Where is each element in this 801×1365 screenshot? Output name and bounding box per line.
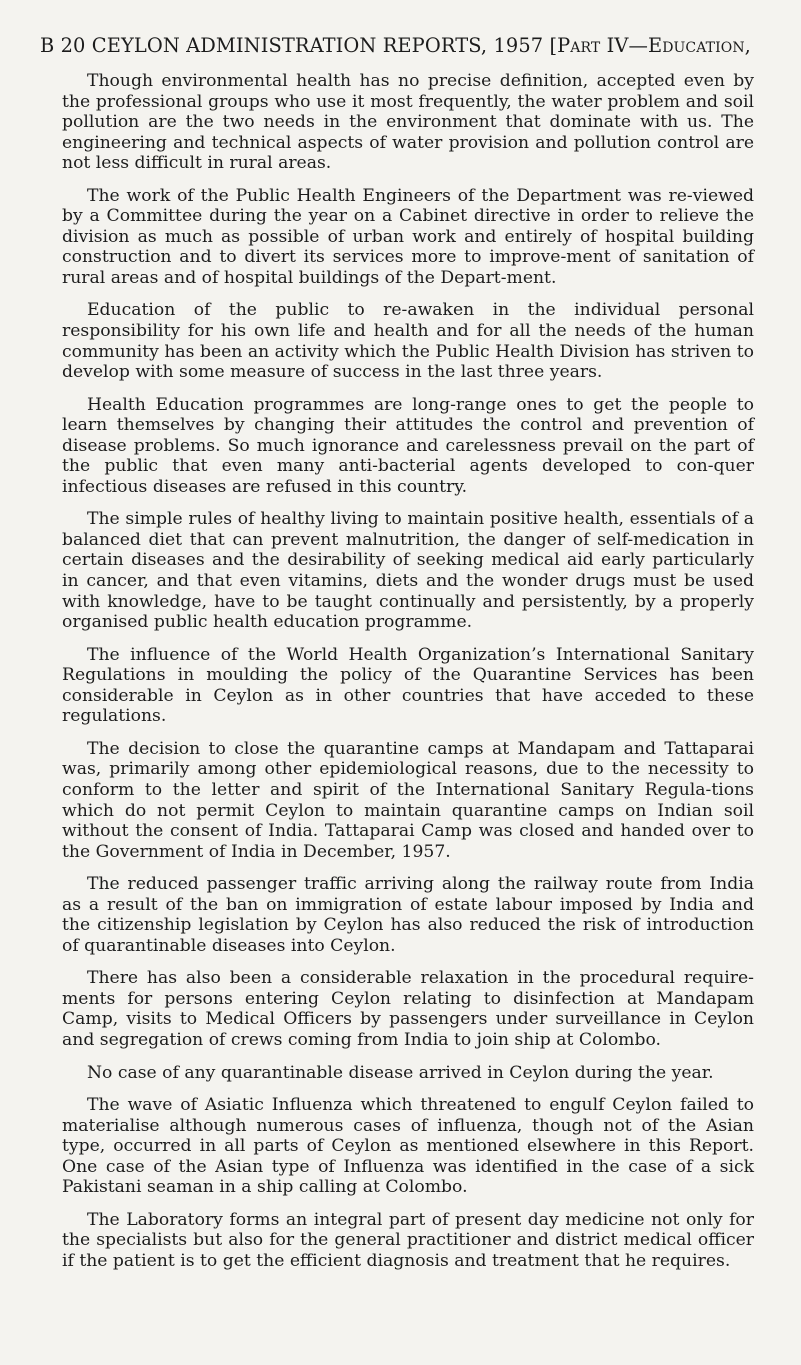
running-header: [40, 34, 780, 57]
paragraph-no-quarantinable-case: No case of any quarantinable disease arrived in Ceylon during the year.: [87, 1062, 714, 1083]
paragraph-laboratory: The Laboratory forms an integral part of present day medicine not only for the specialists but also for the general practitioner and district medical officer if the patient is to get the efficient diagnosis and treatment that he requires.: [62, 1209, 754, 1271]
paragraph-who-regulations: The influence of the World Health Organization’s International Sanitary Regulations in moulding the policy of the Quarantine Services has been considerable in Ceylon as in other countries that have acceded to these regulations.: [62, 644, 754, 727]
paragraph-passenger-traffic: The reduced passenger traffic arriving along the railway route from India as a result of the ban on immigration of estate labour imposed by India and the citizenship legislation by Ceylon has also reduced the risk of introduction of quarantinable diseases into Ceylon.: [62, 874, 754, 956]
paragraph-environmental-health: Though environmental health has no precise definition, accepted even by the professional groups who use it most frequently, the water problem and soil pollution are the two needs in the environment that dominate with us. The engineering and technical aspects of water provision and pollution control are not less difficult in rural areas.: [62, 71, 754, 174]
part-label: [Part IV—Education,: [549, 34, 751, 57]
report-title: CEYLON ADMINISTRATION REPORTS, 1957: [91, 34, 544, 57]
paragraph-health-education-programmes: Health Education programmes are long-range ones to get the people to learn themselves by changing their attitudes the control and prevention of disease problems. So much ignorance and carelessness prevail on the part of the public that even many anti-bacterial agents developed to con-quer infectious diseases are refused in this country.: [62, 394, 754, 497]
paragraph-procedural-relaxation: There has also been a considerable relaxation in the procedural require-ments for persons entering Ceylon relating to disinfection at Mandapam Camp, visits to Medical Officers by passengers under surveillance in Ceylon and segregation of crews coming from India to join ship at Colombo.: [62, 968, 754, 1050]
paragraph-asiatic-influenza: The wave of Asiatic Influenza which threatened to engulf Ceylon failed to materialise although numerous cases of influenza, though not of the Asian type, occurred in all parts of Ceylon as mentioned elsewhere in this Report. One case of the Asian type of Influenza was identified in the case of a sick Pakistani seaman in a ship calling at Colombo.: [62, 1095, 754, 1198]
paragraph-quarantine-camps: The decision to close the quarantine camps at Mandapam and Tattaparai was, primarily among other epidemiological reasons, due to the necessity to conform to the letter and spirit of the International Sanitary Regula-tions which do not permit Ceylon to maintain quarantine camps on Indian soil without the consent of India. Tattaparai Camp was closed and handed over to the Government of India in December, 1957.: [62, 738, 754, 862]
page-label: B 20: [40, 34, 86, 57]
paragraph-public-education: Education of the public to re-awaken in the individual personal responsibility for his own life and health and for all the needs of the human community has been an activity which the Public Health Division has striven to develop with some measure of success in the last three years.: [62, 300, 754, 383]
body-text: [62, 71, 754, 1271]
paragraph-public-health-engineers: The work of the Public Health Engineers of the Department was re-viewed by a Committee during the year on a Cabinet directive in order to relieve the division as much as possible of urban work and entirely of hospital building construction and to divert its services more to improve-ment of sanitation of rural areas and of hospital buildings of the Depart-ment.: [62, 185, 754, 288]
paragraph-healthy-living-rules: The simple rules of healthy living to maintain positive health, essentials of a balanced diet that can prevent malnutrition, the danger of self-medication in certain diseases and the desirability of seeking medical aid early particularly in cancer, and that even vitamins, diets and the wonder drugs must be used with knowledge, have to be taught continually and persistently, by a properly organised public health education programme.: [62, 509, 754, 633]
